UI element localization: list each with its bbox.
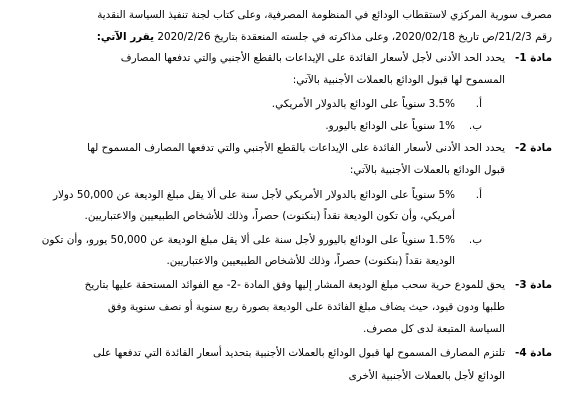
article-3-heading: مادة 3- bbox=[515, 279, 552, 291]
article-2-item-b-line-2: الوديعة نقداً (بنكنوت) حصراً، وذلك للأشخاص الطبيعيين والاعتباريين. bbox=[166, 255, 455, 267]
article-4-heading: مادة 4- bbox=[515, 347, 552, 359]
article-1-item-a: 3.5% سنوياً على الودائع بالدولار الأمريكي. bbox=[271, 98, 455, 110]
article-3-line-2: طلبها ودون قيود، حيث يضاف مبلغ الفائدة على الوديعة بصورة ربع سنوية أو نصف سنوية وفق bbox=[107, 301, 505, 313]
article-1-item-b: 1% سنوياً على الودائع باليورو. bbox=[325, 120, 455, 132]
article-1-heading: مادة 1- bbox=[515, 52, 552, 64]
article-4-line-1: تلتزم المصارف المسموح لها قبول الودائع بالعملات الأجنبية بتحديد أسعار الفائدة التي تدفعها على bbox=[93, 347, 505, 359]
article-2-item-b-line-1: 1.5% سنوياً على الودائع باليورو لأجل سنة على ألا يقل مبلغ الوديعة عن 50,000 يورو، وأن تكون bbox=[41, 234, 455, 246]
article-2-item-a-marker: أ. bbox=[475, 189, 482, 201]
article-3-line-1: يحق للمودع حرية سحب مبلغ الوديعة المشار إليها وفق المادة -2- مع الفوائد المستحقة عليها بتاريخ bbox=[84, 279, 505, 291]
article-1-line-1: يحدد الحد الأدنى لأجل لأسعار الفائدة على الإيداعات بالقطع الأجنبي والتي تدفعها المصارف bbox=[120, 52, 505, 64]
article-2-item-a-line-1: 5% سنوياً على الودائع بالدولار الأمريكي لأجل سنة على ألا يقل مبلغ الوديعة عن 50,000 دولار bbox=[52, 189, 455, 201]
article-2-item-a-line-2: أمريكي، وأن تكون الوديعة نقداً (بنكنوت) حصراً، وذلك للأشخاص الطبيعيين والاعتباريين. bbox=[84, 210, 455, 222]
intro-line-1: مصرف سورية المركزي لاستقطاب الودائع في المنظومة المصرفية، وعلى كتاب لجنة تنفيذ السياسة النقدية bbox=[97, 9, 552, 21]
article-2-heading: مادة 2- bbox=[515, 142, 552, 154]
article-2-line-1: يحدد الحد الأدنى لأسعار الفائدة على الإيداعات بالقطع الأجنبي والتي تدفعها المصارف المسموح لها bbox=[87, 142, 505, 154]
intro-line-2-text: رقم 21/2/3/ص تاريخ 2020/02/18، وعلى مذاكرته في جلسته المنعقدة بتاريخ 2020/2/26 bbox=[157, 31, 552, 43]
article-2-item-b-marker: ب. bbox=[468, 234, 482, 246]
article-1-item-b-marker: ب. bbox=[468, 120, 482, 132]
decision-heading: يقرر الآتي: bbox=[96, 31, 155, 43]
article-2-line-2: قبول الودائع بالعملات الأجنبية بالآتي: bbox=[349, 164, 505, 176]
article-4-line-2: الودائع لأجل بالعملات الأجنبية الأخرى bbox=[348, 370, 505, 382]
article-1-line-2: المسموح لها قبول الودائع بالعملات الأجنبية بالآتي: bbox=[292, 74, 505, 86]
article-1-item-a-marker: أ. bbox=[475, 98, 482, 110]
intro-line-2 bbox=[97, 32, 552, 42]
article-3-line-3: السياسة المتبعة لدى كل مصرف. bbox=[363, 323, 505, 335]
